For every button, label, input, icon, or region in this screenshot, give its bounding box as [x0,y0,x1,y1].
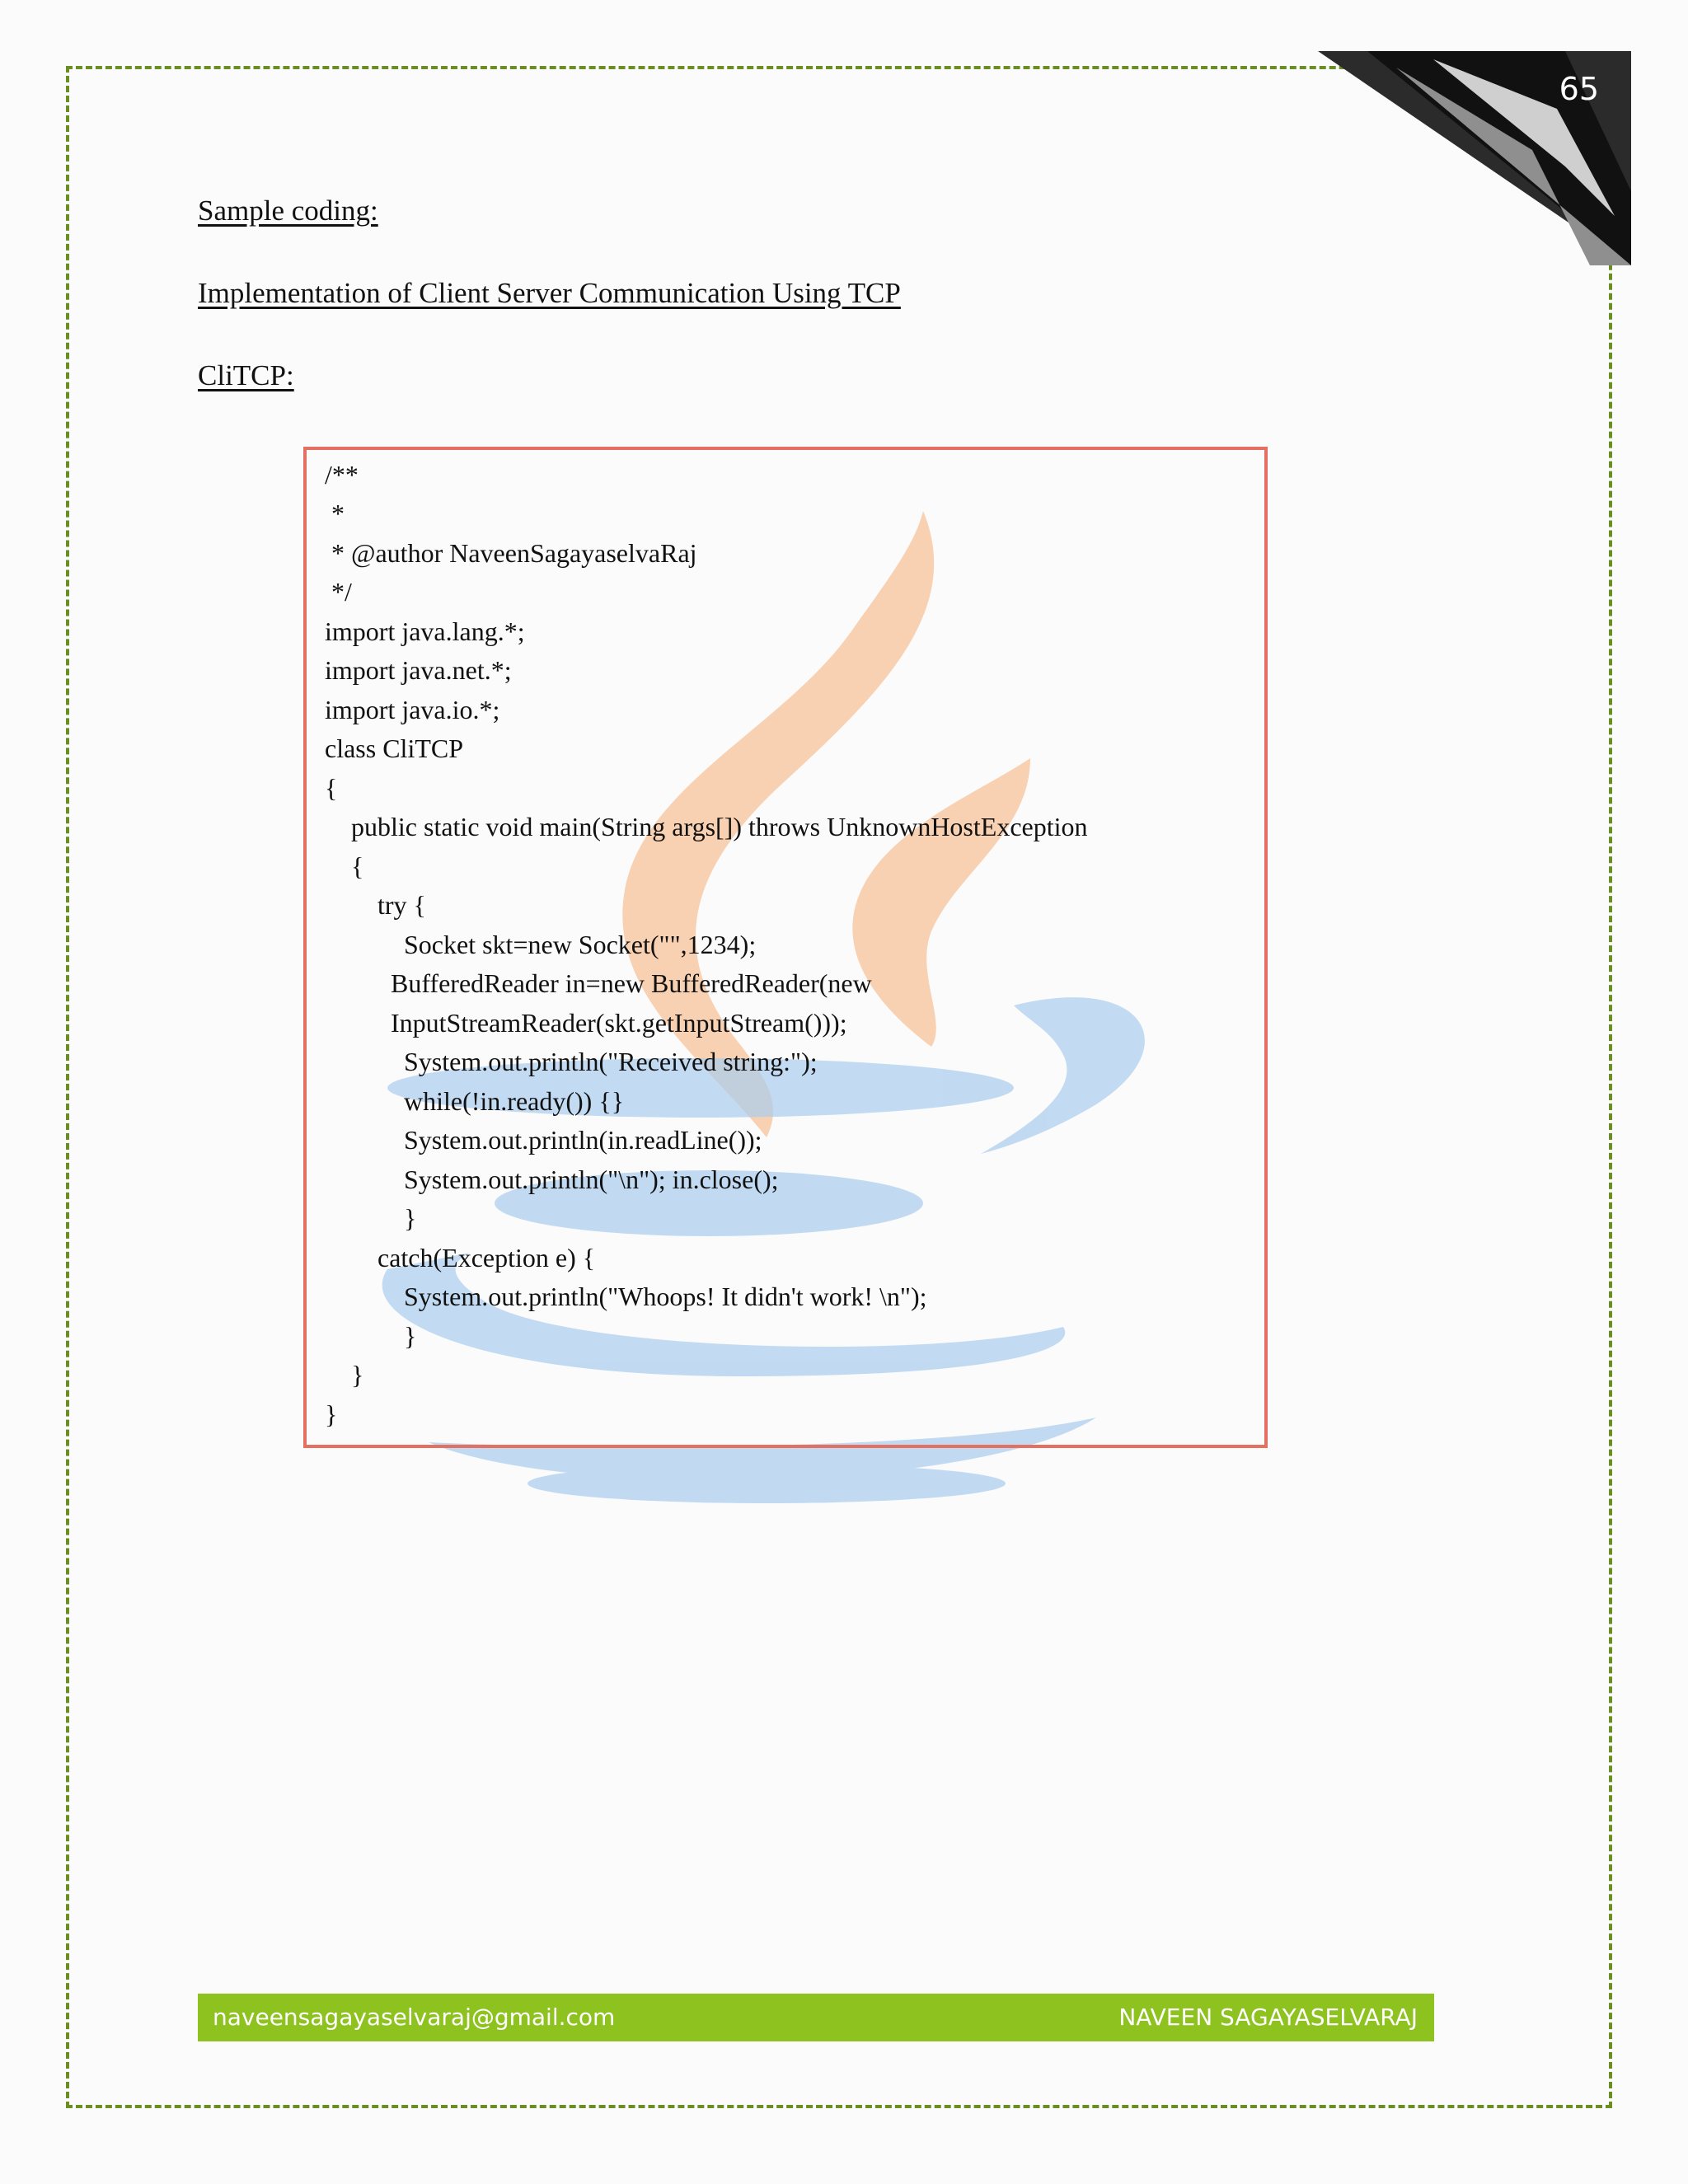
code-line: } [325,1399,338,1429]
code-line: } [325,1321,417,1351]
code-line: catch(Exception e) { [325,1243,596,1272]
code-line: System.out.println("\n"); in.close(); [325,1165,779,1194]
code-line: InputStreamReader(skt.getInputStream())); [325,1008,847,1038]
section-title: Implementation of Client Server Communication Using TCP [198,277,901,309]
footer-bar [198,1994,1434,2041]
code-line: Socket skt=new Socket("",1234); [325,930,757,959]
code-line: System.out.println("Received string:"); [325,1047,818,1076]
class-heading: CliTCP: [198,359,294,391]
footer-author: NAVEEN SAGAYASELVARAJ [1118,2004,1418,2031]
code-line: import java.io.*; [325,695,500,724]
code-line: import java.lang.*; [325,616,525,646]
code-line: { [325,851,364,881]
code-line: try { [325,890,426,920]
code-line: * @author NaveenSagayaselvaRaj [325,538,697,568]
code-line: } [325,1360,364,1390]
code-line: */ [325,577,352,607]
code-block [303,447,1268,1448]
code-line: * [325,499,345,528]
code-line: System.out.println(in.readLine()); [325,1125,762,1155]
code-line: public static void main(String args[]) throws UnknownHostException [325,812,1088,841]
footer-email: naveensagayaselvaraj@gmail.com [213,2004,616,2031]
sample-coding-heading: Sample coding: [198,194,378,227]
code-line: while(!in.ready()) {} [325,1086,625,1116]
code-line: } [325,1203,417,1233]
page-number: 65 [1559,71,1599,107]
code-line: { [325,773,338,803]
code-line: /** [325,460,359,490]
code-line: System.out.println("Whoops! It didn't work! \n"); [325,1282,927,1311]
code-line: BufferedReader in=new BufferedReader(new [325,968,872,998]
code-line: class CliTCP [325,733,464,763]
code-line: import java.net.*; [325,655,512,685]
